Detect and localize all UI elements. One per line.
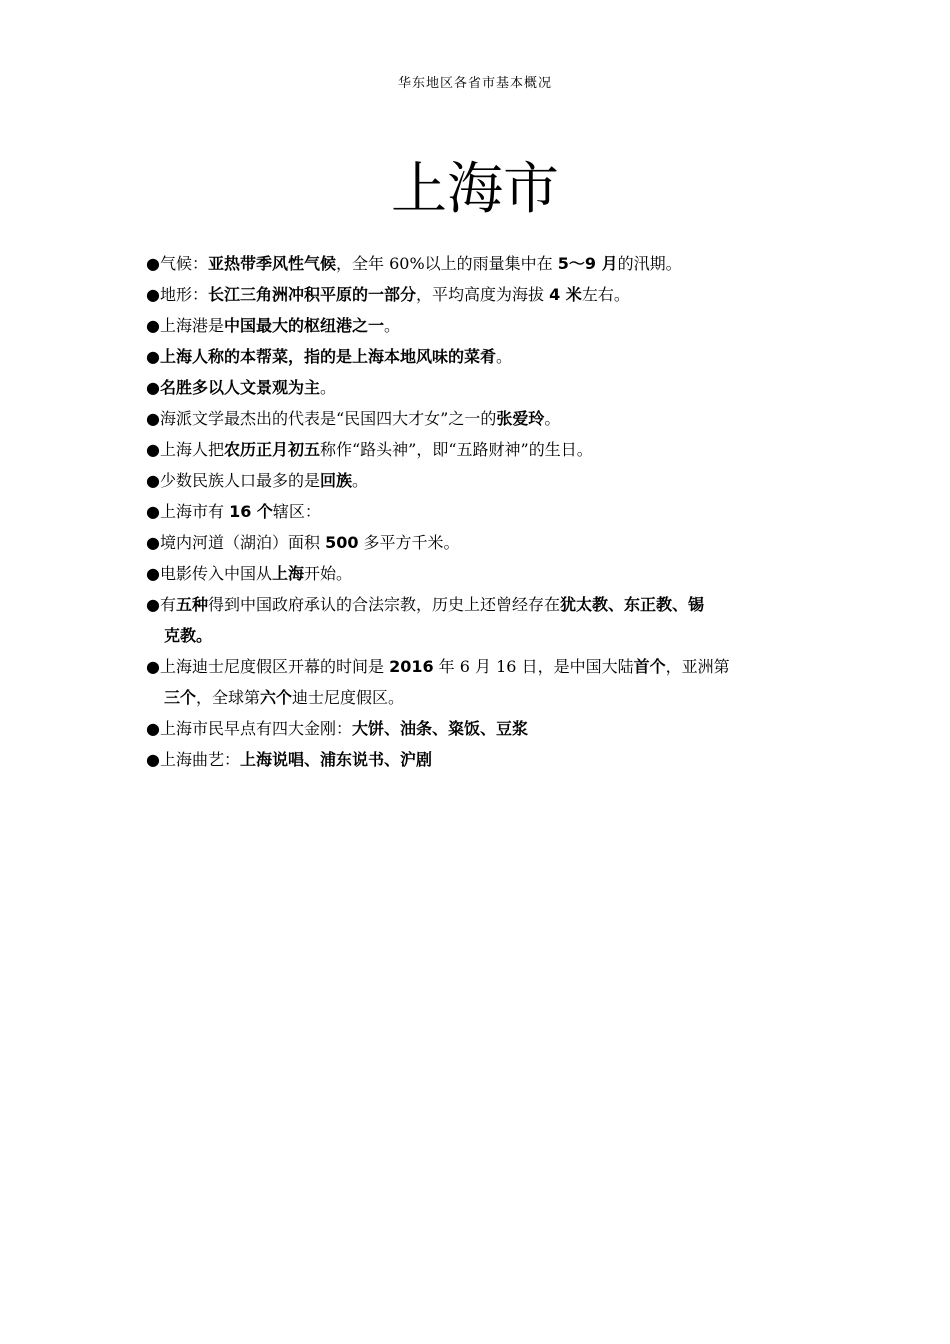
bold-text: 中国最大的枢纽港之一 <box>223 316 384 335</box>
bold-text: 上海人称的本帮菜，指的是上海本地风味的菜肴 <box>159 347 496 366</box>
list-item-continuation <box>146 620 810 651</box>
bold-text: 首个 <box>633 657 666 676</box>
list-item <box>146 465 810 496</box>
bold-text: 4 米 <box>549 285 582 304</box>
bullet-icon: ● <box>146 409 160 428</box>
bold-text: 名胜多以人文景观为主 <box>159 378 320 397</box>
fact-list <box>146 248 810 775</box>
bullet-icon: ● <box>146 502 160 521</box>
list-item <box>146 589 810 651</box>
bold-text: 上海说唱、浦东说书、沪剧 <box>239 750 432 769</box>
text: 境内河道（湖泊）面积 <box>159 533 326 552</box>
text: 。 <box>352 471 369 490</box>
text: 年 6 月 16 日，是中国大陆 <box>433 657 634 676</box>
text: 多平方千米。 <box>358 533 460 552</box>
text: 上海曲艺： <box>159 750 240 769</box>
bold-text: 大饼、油条、粢饭、豆浆 <box>351 719 528 738</box>
bullet-icon: ● <box>146 657 160 676</box>
bullet-icon: ● <box>146 719 160 738</box>
bold-text: 500 <box>325 533 359 552</box>
text: 得到中国政府承认的合法宗教，历史上还曾经存在 <box>208 595 561 614</box>
bullet-icon: ● <box>146 254 160 273</box>
bold-text: 克教。 <box>164 626 213 645</box>
bold-text: 亚热带季风性气候 <box>207 254 336 273</box>
text: 称作“路头神”，即“五路财神”的生日。 <box>320 440 593 459</box>
list-item <box>146 403 810 434</box>
text: ，全年 60%以上的雨量集中在 <box>336 254 558 273</box>
bold-text: 上海 <box>271 564 304 583</box>
text: 。 <box>495 347 512 366</box>
bullet-icon: ● <box>146 595 160 614</box>
text: 。 <box>384 316 401 335</box>
text: 辖区： <box>272 502 321 521</box>
bold-text: 农历正月初五 <box>223 440 320 459</box>
list-item-continuation <box>146 682 810 713</box>
list-item <box>146 713 810 744</box>
text: 海派文学最杰出的代表是“民国四大才女”之一的 <box>159 409 497 428</box>
text: ，亚洲第 <box>665 657 730 676</box>
text: 上海迪士尼度假区开幕的时间是 <box>159 657 390 676</box>
bold-text: 五种 <box>175 595 208 614</box>
list-item <box>146 558 810 589</box>
bullet-icon: ● <box>146 440 160 459</box>
bold-text: 三个 <box>164 688 197 707</box>
list-item <box>146 341 810 372</box>
page-title: 上海市 <box>391 157 559 222</box>
text: 地形： <box>159 285 208 304</box>
bold-text: 张爱玲 <box>496 409 545 428</box>
text: 。 <box>544 409 561 428</box>
text: 气候： <box>159 254 208 273</box>
text: 迪士尼度假区。 <box>292 688 405 707</box>
text: 开始。 <box>304 564 353 583</box>
bold-text: 16 个 <box>229 502 273 521</box>
bold-text: 长江三角洲冲积平原的一部分 <box>207 285 416 304</box>
bullet-icon: ● <box>146 471 160 490</box>
bullet-icon: ● <box>146 564 160 583</box>
text: ，平均高度为海拔 <box>416 285 550 304</box>
list-item <box>146 527 810 558</box>
text: 有 <box>159 595 176 614</box>
text: 上海市有 <box>159 502 230 521</box>
list-item <box>146 434 810 465</box>
bold-text: 回族 <box>319 471 352 490</box>
text: 电影传入中国从 <box>159 564 272 583</box>
bullet-icon: ● <box>146 533 160 552</box>
list-item <box>146 248 810 279</box>
list-item <box>146 744 810 775</box>
text: 少数民族人口最多的是 <box>159 471 320 490</box>
text: 上海市民早点有四大金刚： <box>159 719 352 738</box>
text: 上海人把 <box>159 440 224 459</box>
list-item <box>146 372 810 403</box>
list-item <box>146 279 810 310</box>
text: ，全球第 <box>196 688 261 707</box>
bullet-icon: ● <box>146 285 160 304</box>
bold-text: 2016 <box>389 657 434 676</box>
bold-text: 六个 <box>260 688 293 707</box>
list-item <box>146 496 810 527</box>
bold-text: 5～9 月 <box>557 254 618 273</box>
bullet-icon: ● <box>146 378 160 397</box>
page-header: 华东地区各省市基本概况 <box>397 76 552 91</box>
bullet-icon: ● <box>146 347 160 366</box>
list-item <box>146 651 810 713</box>
text: 左右。 <box>581 285 630 304</box>
bullet-icon: ● <box>146 316 160 335</box>
list-item <box>146 310 810 341</box>
bold-text: 犹太教、东正教、锡 <box>560 595 705 614</box>
text: 。 <box>319 378 336 397</box>
bullet-icon: ● <box>146 750 160 769</box>
text: 的汛期。 <box>617 254 682 273</box>
text: 上海港是 <box>159 316 224 335</box>
